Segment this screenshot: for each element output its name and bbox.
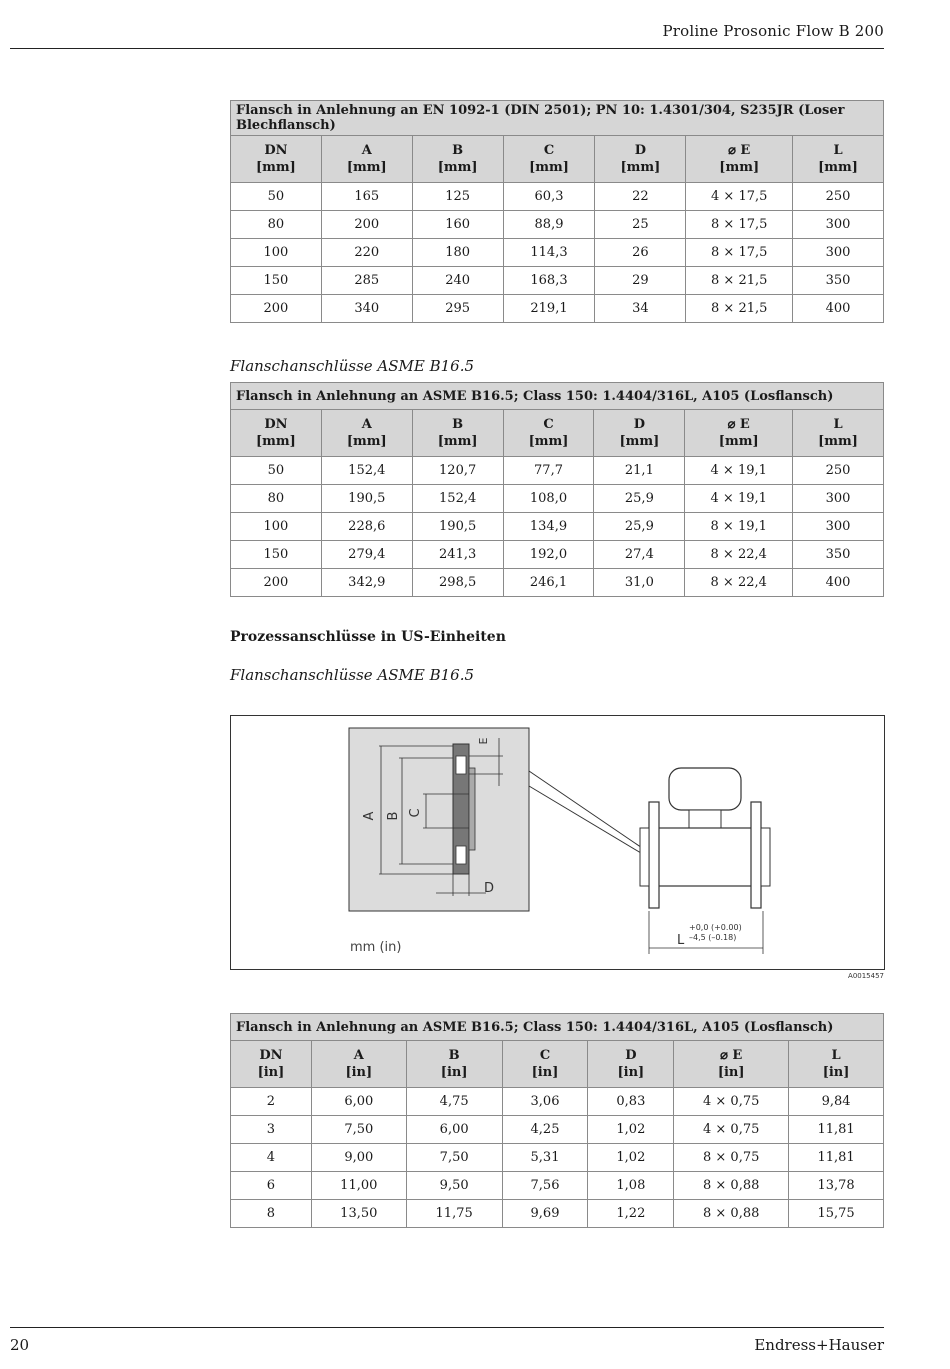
column-header [793, 136, 884, 183]
table-row [231, 267, 884, 295]
table-cell: 125 [412, 183, 503, 211]
table-cell: 300 [793, 211, 884, 239]
column-unit: [in] [717, 1065, 745, 1080]
table-cell: 60,3 [503, 183, 595, 211]
table-cell: 1,08 [588, 1172, 674, 1200]
column-header [503, 410, 594, 457]
table-cell: 150 [231, 541, 322, 569]
column-header [674, 1041, 789, 1088]
figure-id: A0015457 [848, 972, 884, 980]
column-name: L [831, 1048, 841, 1063]
header-divider [10, 48, 884, 49]
column-header [588, 1041, 674, 1088]
column-unit: [in] [440, 1065, 468, 1080]
column-name: B [452, 417, 464, 432]
table-cell: 8 × 22,4 [685, 569, 793, 597]
table-cell: 26 [595, 239, 686, 267]
table-cell: 9,84 [789, 1088, 884, 1116]
table-cell: 9,50 [406, 1172, 502, 1200]
table-cell: 150 [231, 267, 322, 295]
table-cell: 160 [412, 211, 503, 239]
column-name: C [543, 143, 555, 158]
column-name: ⌀ E [728, 143, 751, 158]
column-header [412, 410, 503, 457]
page-number: 20 [10, 1336, 30, 1354]
table-cell: 300 [793, 239, 884, 267]
column-header [793, 410, 884, 457]
table-cell: 350 [793, 541, 884, 569]
table-cell: 11,81 [789, 1116, 884, 1144]
column-name: L [833, 417, 843, 432]
table-title: Flansch in Anlehnung an EN 1092-1 (DIN 2501); PN 10: 1.4301/304, S235JR (Loser Blechflansch) [231, 101, 884, 136]
table-cell: 300 [793, 485, 884, 513]
table-cell: 50 [231, 183, 322, 211]
table-cell: 77,7 [503, 457, 594, 485]
flange-face-left [640, 828, 649, 886]
column-unit: [mm] [256, 434, 296, 449]
table-cell: 100 [231, 239, 322, 267]
figure-caption: Flanschanschlüsse ASME B16.5 [230, 357, 475, 375]
table-cell: 152,4 [412, 485, 503, 513]
table-row [231, 1088, 884, 1116]
column-name: D [634, 143, 646, 158]
table-cell: 279,4 [321, 541, 412, 569]
table-row [231, 239, 884, 267]
table-title: Flansch in Anlehnung an ASME B16.5; Class 150: 1.4404/316L, A105 (Losflansch) [231, 1014, 884, 1041]
zoom-line [529, 786, 651, 859]
column-header [412, 136, 503, 183]
table-cell: 200 [231, 569, 322, 597]
column-name: ⌀ E [720, 1048, 743, 1063]
table-title: Flansch in Anlehnung an ASME B16.5; Class 150: 1.4404/316L, A105 (Losflansch) [231, 383, 884, 410]
table-cell: 295 [412, 295, 503, 323]
table-cell: 5,31 [502, 1144, 588, 1172]
tolerance-lower: –4,5 (–0.18) [689, 933, 737, 942]
table-cell: 8 × 0,75 [674, 1144, 789, 1172]
label-d: D [484, 881, 495, 896]
column-unit: [mm] [529, 160, 569, 175]
column-name: A [353, 1048, 364, 1063]
column-unit: [mm] [619, 434, 660, 449]
table-cell: 100 [231, 513, 322, 541]
table-row [231, 1116, 884, 1144]
table-cell: 21,1 [594, 457, 685, 485]
table-cell: 4,25 [502, 1116, 588, 1144]
table-cell: 134,9 [503, 513, 594, 541]
table-cell: 34 [595, 295, 686, 323]
column-header [231, 1041, 312, 1088]
table-cell: 350 [793, 267, 884, 295]
flange-left [649, 802, 659, 908]
column-name: C [539, 1048, 551, 1063]
column-unit: [mm] [718, 434, 759, 449]
table-cell: 108,0 [503, 485, 594, 513]
column-unit: [mm] [437, 434, 478, 449]
table-cell: 3 [231, 1116, 312, 1144]
table-cell: 11,81 [789, 1144, 884, 1172]
column-unit: [mm] [528, 434, 569, 449]
table-row [231, 485, 884, 513]
table-cell: 11,75 [406, 1200, 502, 1228]
table-cell: 13,78 [789, 1172, 884, 1200]
table-cell: 340 [321, 295, 412, 323]
document-title: Proline Prosonic Flow B 200 [662, 22, 884, 40]
column-header [321, 410, 412, 457]
section-heading: Prozessanschlüsse in US-Einheiten [230, 629, 506, 645]
table-cell: 342,9 [321, 569, 412, 597]
column-name: L [833, 143, 843, 158]
table-cell: 190,5 [321, 485, 412, 513]
table-cell: 165 [321, 183, 412, 211]
table-cell: 246,1 [503, 569, 594, 597]
column-header [686, 136, 793, 183]
table-header-row [231, 136, 884, 183]
column-header [503, 136, 595, 183]
table-cell: 285 [321, 267, 412, 295]
column-unit: [mm] [818, 434, 858, 449]
transmitter-housing [669, 768, 741, 810]
column-name: D [633, 417, 645, 432]
column-unit: [mm] [346, 434, 387, 449]
table-row [231, 295, 884, 323]
table-cell: 8 × 19,1 [685, 513, 793, 541]
table-header-row [231, 410, 884, 457]
table-row [231, 1172, 884, 1200]
table-cell: 190,5 [412, 513, 503, 541]
table-cell: 13,50 [311, 1200, 406, 1228]
table-cell: 4 × 19,1 [685, 485, 793, 513]
bolt-hole [456, 846, 466, 864]
table-cell: 8 × 21,5 [686, 267, 793, 295]
column-header [311, 1041, 406, 1088]
table-cell: 219,1 [503, 295, 595, 323]
table-cell: 8 × 22,4 [685, 541, 793, 569]
table-cell: 80 [231, 211, 322, 239]
column-name: DN [264, 417, 288, 432]
column-unit: [in] [531, 1065, 559, 1080]
column-name: ⌀ E [727, 417, 750, 432]
column-header [231, 410, 322, 457]
flange-table-asme-imperial [230, 1013, 884, 1228]
column-name: B [452, 143, 464, 158]
table-row [231, 183, 884, 211]
table-cell: 4 × 0,75 [674, 1088, 789, 1116]
transmitter-neck [689, 810, 721, 828]
table-cell: 50 [231, 457, 322, 485]
table-cell: 7,56 [502, 1172, 588, 1200]
column-header [595, 136, 686, 183]
units-note: mm (in) [350, 940, 402, 955]
table-cell: 7,50 [406, 1144, 502, 1172]
table-cell: 25,9 [594, 485, 685, 513]
column-name: B [448, 1048, 460, 1063]
table-cell: 7,50 [311, 1116, 406, 1144]
table-cell: 400 [793, 295, 884, 323]
table-cell: 4 × 19,1 [685, 457, 793, 485]
table-cell: 1,02 [588, 1116, 674, 1144]
label-c: C [408, 808, 423, 818]
zoom-line [529, 771, 651, 854]
table-cell: 1,22 [588, 1200, 674, 1228]
column-unit: [mm] [719, 160, 760, 175]
flange-table-asme-metric [230, 382, 884, 597]
label-b: B [386, 811, 401, 821]
table-cell: 250 [793, 183, 884, 211]
flange-dimension-drawing [230, 715, 885, 970]
column-header [321, 136, 412, 183]
table-row [231, 569, 884, 597]
label-l: L [677, 933, 685, 948]
table-header-row [231, 1041, 884, 1088]
tolerance-upper: +0,0 (+0.00) [689, 923, 742, 932]
flange-collar [469, 768, 475, 850]
table-cell: 31,0 [594, 569, 685, 597]
column-unit: [mm] [620, 160, 661, 175]
column-header [406, 1041, 502, 1088]
table-cell: 2 [231, 1088, 312, 1116]
sensor-body [649, 828, 761, 886]
table-cell: 25,9 [594, 513, 685, 541]
column-header [685, 410, 793, 457]
table-cell: 298,5 [412, 569, 503, 597]
table-cell: 250 [793, 457, 884, 485]
column-unit: [mm] [346, 160, 387, 175]
column-header [502, 1041, 588, 1088]
table-cell: 4,75 [406, 1088, 502, 1116]
table-cell: 6,00 [406, 1116, 502, 1144]
drawing-svg [231, 716, 884, 969]
table-cell: 88,9 [503, 211, 595, 239]
table-cell: 220 [321, 239, 412, 267]
table-row [231, 513, 884, 541]
flange-right [751, 802, 761, 908]
table-cell: 22 [595, 183, 686, 211]
table-cell: 8 × 0,88 [674, 1200, 789, 1228]
table-row [231, 1200, 884, 1228]
label-a: A [362, 811, 377, 821]
table-cell: 0,83 [588, 1088, 674, 1116]
table-cell: 27,4 [594, 541, 685, 569]
column-header [594, 410, 685, 457]
table-row [231, 457, 884, 485]
footer-divider [10, 1327, 884, 1328]
table-cell: 120,7 [412, 457, 503, 485]
column-unit: [mm] [437, 160, 478, 175]
table-row [231, 1144, 884, 1172]
column-name: DN [264, 143, 288, 158]
table-cell: 240 [412, 267, 503, 295]
table-cell: 8 [231, 1200, 312, 1228]
table-cell: 180 [412, 239, 503, 267]
table-cell: 3,06 [502, 1088, 588, 1116]
column-unit: [in] [617, 1065, 645, 1080]
table-cell: 6 [231, 1172, 312, 1200]
table-cell: 8 × 17,5 [686, 211, 793, 239]
table-cell: 200 [231, 295, 322, 323]
table-cell: 152,4 [321, 457, 412, 485]
column-unit: [mm] [256, 160, 296, 175]
table-cell: 80 [231, 485, 322, 513]
flange-table-en1092 [230, 100, 884, 323]
table-cell: 168,3 [503, 267, 595, 295]
table-cell: 1,02 [588, 1144, 674, 1172]
table-cell: 228,6 [321, 513, 412, 541]
figure-caption: Flanschanschlüsse ASME B16.5 [230, 666, 475, 684]
table-cell: 300 [793, 513, 884, 541]
bolt-hole [456, 756, 466, 774]
column-unit: [in] [345, 1065, 373, 1080]
footer-brand: Endress+Hauser [754, 1336, 884, 1354]
table-cell: 400 [793, 569, 884, 597]
table-cell: 4 × 17,5 [686, 183, 793, 211]
table-cell: 114,3 [503, 239, 595, 267]
table-cell: 25 [595, 211, 686, 239]
table-cell: 241,3 [412, 541, 503, 569]
table-cell: 15,75 [789, 1200, 884, 1228]
column-header [231, 136, 322, 183]
column-unit: [in] [257, 1065, 285, 1080]
column-name: DN [259, 1048, 283, 1063]
label-e: E [477, 737, 490, 745]
table-cell: 4 × 0,75 [674, 1116, 789, 1144]
table-cell: 8 × 21,5 [686, 295, 793, 323]
table-cell: 29 [595, 267, 686, 295]
column-unit: [mm] [818, 160, 858, 175]
flange-face-right [761, 828, 770, 886]
table-cell: 9,00 [311, 1144, 406, 1172]
table-cell: 8 × 0,88 [674, 1172, 789, 1200]
column-name: C [543, 417, 554, 432]
column-unit: [in] [822, 1065, 850, 1080]
column-name: D [625, 1048, 637, 1063]
column-name: A [361, 417, 372, 432]
table-cell: 8 × 17,5 [686, 239, 793, 267]
table-cell: 6,00 [311, 1088, 406, 1116]
table-cell: 200 [321, 211, 412, 239]
table-cell: 4 [231, 1144, 312, 1172]
table-row [231, 211, 884, 239]
table-row [231, 541, 884, 569]
table-cell: 11,00 [311, 1172, 406, 1200]
column-header [789, 1041, 884, 1088]
table-cell: 192,0 [503, 541, 594, 569]
table-cell: 9,69 [502, 1200, 588, 1228]
column-name: A [361, 143, 372, 158]
